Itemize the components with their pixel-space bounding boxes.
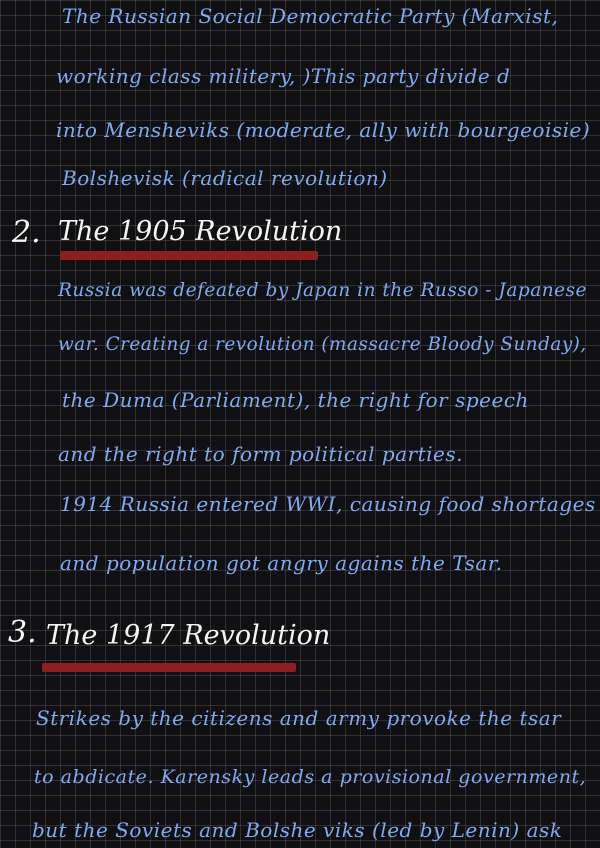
- section-3-line-2: to abdicate. Karensky leads a provisional government,: [34, 766, 587, 788]
- intro-line-3: into Mensheviks (moderate, ally with bourgeoisie): [56, 118, 591, 142]
- section-3-line-1: Strikes by the citizens and army provoke the tsar: [36, 706, 562, 730]
- section-2-line-1: Russia was defeated by Japan in the Russo - Japanese: [58, 280, 587, 301]
- section-3-line-3: but the Soviets and Bolshe viks (led by Lenin) ask: [32, 818, 563, 842]
- section-3-title: The 1917 Revolution: [46, 620, 331, 651]
- section-3-number: 3.: [8, 615, 37, 650]
- section-2-line-6: and population got angry agains the Tsar.: [60, 551, 503, 575]
- section-2-line-2: war. Creating a revolution (massacre Bloody Sunday),: [58, 334, 587, 355]
- section-2-line-4: and the right to form political parties.: [58, 442, 463, 466]
- intro-line-1: The Russian Social Democratic Party (Marxist,: [62, 4, 559, 28]
- section-2-line-3: the Duma (Parliament), the right for speech: [62, 388, 529, 412]
- section-2-line-5: 1914 Russia entered WWI, causing food shortages: [60, 492, 596, 516]
- section-3-title-highlight: [42, 663, 296, 672]
- intro-line-2: working class militery, )This party divide d: [56, 64, 511, 88]
- section-2-title: The 1905 Revolution: [58, 216, 343, 247]
- section-2-number: 2.: [12, 215, 41, 250]
- section-2-title-highlight: [60, 251, 318, 260]
- intro-line-4: Bolshevisk (radical revolution): [62, 166, 388, 190]
